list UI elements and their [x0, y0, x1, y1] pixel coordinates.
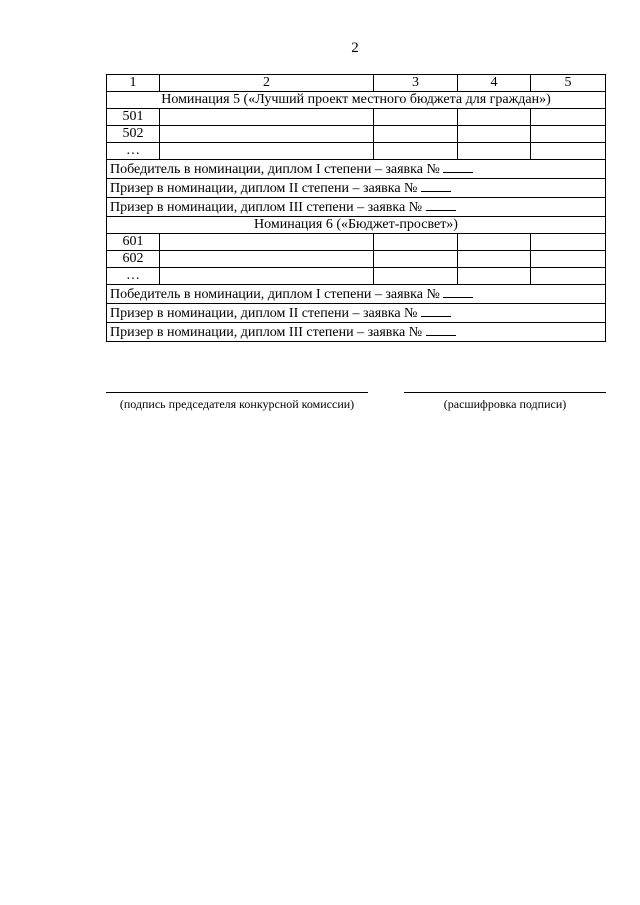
award-row	[107, 304, 606, 323]
table-row	[107, 109, 606, 126]
table-cell[interactable]	[160, 109, 374, 126]
entry-number: …	[107, 143, 160, 160]
entry-number: 502	[107, 126, 160, 143]
chairman-signature-caption: (подпись председателя конкурсной комиссии)	[119, 397, 355, 411]
table-cell[interactable]	[458, 126, 531, 143]
award-row	[107, 160, 606, 179]
column-header: 3	[374, 75, 458, 92]
table-row	[107, 251, 606, 268]
application-number-blank[interactable]	[421, 304, 451, 317]
nomination-5-title: Номинация 5 («Лучший проект местного бюджета для граждан»)	[107, 92, 606, 109]
signature-decoding-line[interactable]	[404, 392, 606, 393]
table-cell[interactable]	[531, 126, 606, 143]
award-text: Призер в номинации, диплом II степени – заявка №	[110, 306, 418, 321]
table-row	[107, 268, 606, 285]
table-cell[interactable]	[458, 143, 531, 160]
application-number-blank[interactable]	[426, 323, 456, 336]
table-cell[interactable]	[458, 109, 531, 126]
column-header: 1	[107, 75, 160, 92]
application-number-blank[interactable]	[443, 285, 473, 298]
nomination-title-row	[107, 92, 606, 109]
application-number-blank[interactable]	[421, 179, 451, 192]
chairman-signature-line[interactable]	[106, 392, 368, 393]
award-text: Призер в номинации, диплом III степени – заявка №	[110, 200, 423, 215]
page-number: 2	[351, 40, 359, 56]
table-row	[107, 234, 606, 251]
column-header: 2	[160, 75, 374, 92]
column-header: 4	[458, 75, 531, 92]
results-table	[106, 74, 606, 342]
table-cell[interactable]	[374, 109, 458, 126]
table-cell[interactable]	[374, 143, 458, 160]
award-text: Призер в номинации, диплом II степени – заявка №	[110, 181, 418, 196]
table-cell[interactable]	[531, 143, 606, 160]
column-header: 5	[531, 75, 606, 92]
table-cell[interactable]	[374, 234, 458, 251]
table-cell[interactable]	[160, 234, 374, 251]
table-cell[interactable]	[160, 251, 374, 268]
award-row	[107, 285, 606, 304]
application-number-blank[interactable]	[443, 160, 473, 173]
table-cell[interactable]	[531, 251, 606, 268]
table-cell[interactable]	[374, 268, 458, 285]
table-cell[interactable]	[160, 126, 374, 143]
award-row	[107, 198, 606, 217]
table-cell[interactable]	[458, 268, 531, 285]
entry-number: 602	[107, 251, 160, 268]
entry-number: 501	[107, 109, 160, 126]
award-row	[107, 323, 606, 342]
table-cell[interactable]	[458, 234, 531, 251]
entry-number: …	[107, 268, 160, 285]
table-cell[interactable]	[160, 143, 374, 160]
award-row	[107, 179, 606, 198]
table-cell[interactable]	[160, 268, 374, 285]
entry-number: 601	[107, 234, 160, 251]
award-text: Призер в номинации, диплом III степени – заявка №	[110, 325, 423, 340]
table-cell[interactable]	[374, 126, 458, 143]
signature-decoding-caption: (расшифровка подписи)	[443, 397, 567, 411]
table-cell[interactable]	[531, 234, 606, 251]
table-cell[interactable]	[531, 268, 606, 285]
nomination-6-title: Номинация 6 («Бюджет-просвет»)	[107, 217, 606, 234]
table-cell[interactable]	[531, 109, 606, 126]
nomination-title-row	[107, 217, 606, 234]
table-cell[interactable]	[458, 251, 531, 268]
application-number-blank[interactable]	[426, 198, 456, 211]
award-text: Победитель в номинации, диплом I степени – заявка №	[110, 162, 440, 177]
table-row	[107, 143, 606, 160]
table-cell[interactable]	[374, 251, 458, 268]
table-row	[107, 126, 606, 143]
table-header-row	[107, 75, 606, 92]
award-text: Победитель в номинации, диплом I степени – заявка №	[110, 287, 440, 302]
